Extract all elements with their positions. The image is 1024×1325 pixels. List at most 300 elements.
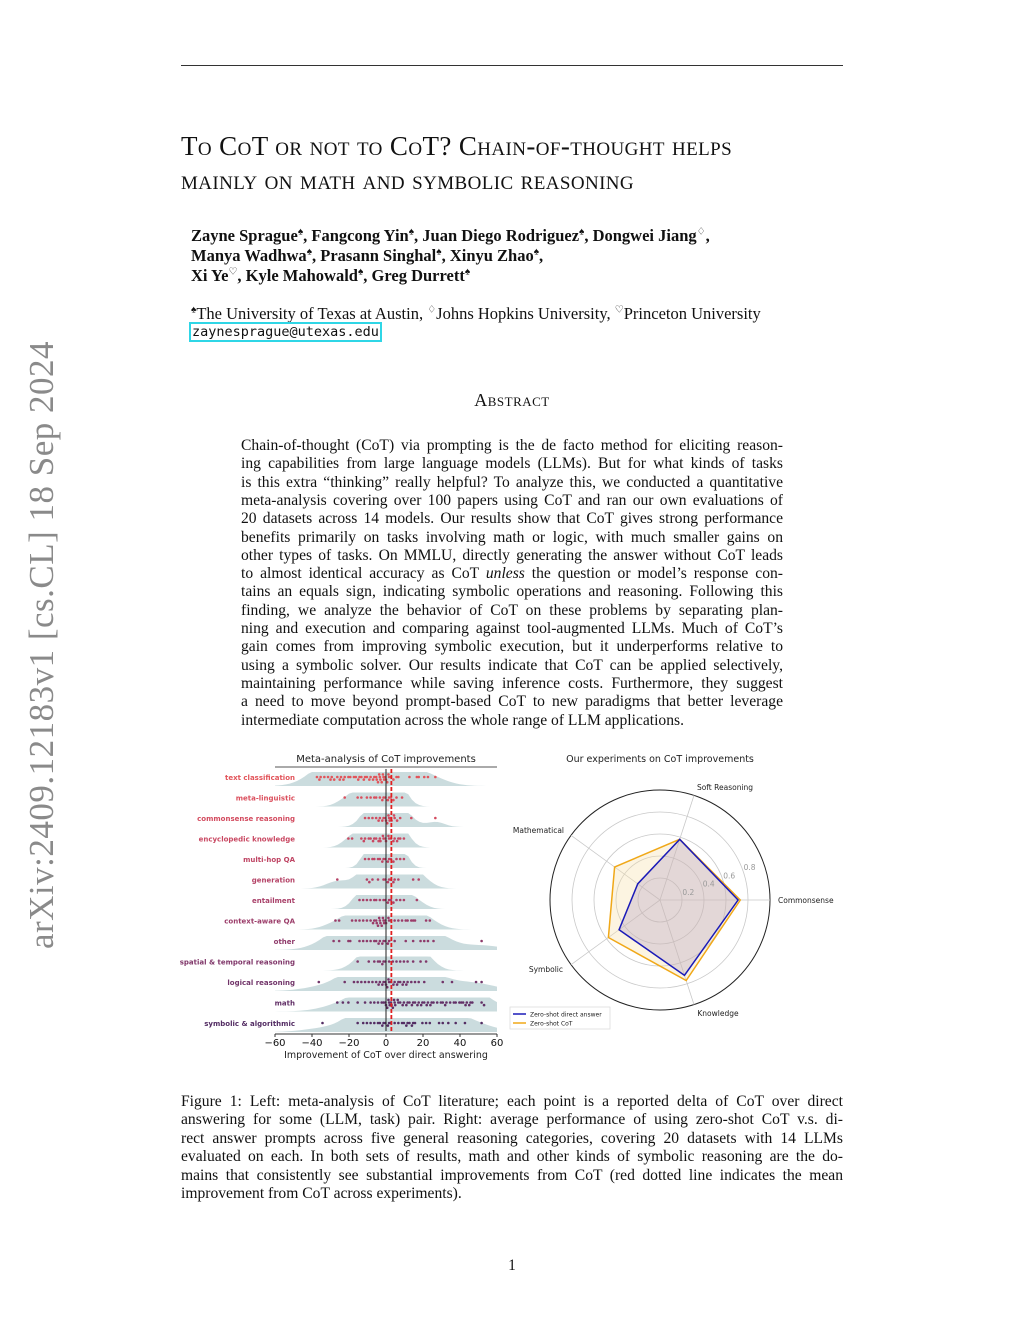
separator: , [237,266,246,285]
category-label: other [273,938,295,946]
affiliation-name: The University of Texas at Austin [196,304,419,323]
data-point [363,840,366,843]
data-point [327,776,330,779]
data-point [403,960,406,963]
data-point [381,963,384,966]
data-point [416,1004,419,1007]
data-point [351,837,354,840]
data-point [403,899,406,902]
data-point [323,776,326,779]
data-point [416,899,419,902]
data-point [410,981,413,984]
data-point [378,773,381,776]
chart-title: Our experiments on CoT improvements [566,754,754,765]
affiliation-mark: ♠ [306,246,312,258]
data-point [377,781,380,784]
data-point [392,799,395,802]
data-point [406,981,409,984]
data-point [399,817,402,820]
data-point [366,878,369,881]
data-point [366,899,369,902]
data-point [425,1004,428,1007]
data-point [399,899,402,902]
data-point [403,981,406,984]
data-point [401,983,404,986]
data-point [381,983,384,986]
data-point [399,837,402,840]
data-point [392,901,395,904]
x-tick-label: −60 [264,1038,286,1049]
data-point [387,773,390,776]
arxiv-stamp: arXiv:2409.12183v1 [cs.CL] 18 Sep 2024 [22,340,61,950]
data-point [318,981,321,984]
data-point [414,919,417,922]
data-point [423,940,426,943]
data-point [356,1022,359,1025]
data-point [338,919,341,922]
data-point [372,840,375,843]
data-point [387,942,390,945]
author-name: Zayne Sprague [191,226,298,245]
abstract-line: benefits primarily on tasks involving math or logic, with much smaller gains on [241,528,783,546]
abstract-line: other types of tasks. On MMLU, directly generating the answer without CoT leads [241,546,783,564]
data-point [375,899,378,902]
data-point [403,1001,406,1004]
data-point [387,860,390,863]
data-point [425,1022,428,1025]
data-point [404,940,407,943]
axis-label: Commonsense [778,896,834,905]
data-point [405,1004,408,1007]
data-point [378,917,381,920]
data-point [371,981,374,984]
data-point [403,1022,406,1025]
data-point [429,1004,432,1007]
data-point [367,960,370,963]
data-point [372,922,375,925]
data-point [392,778,395,781]
data-point [454,1001,457,1004]
data-point [397,919,400,922]
abstract-line: using a symbolic solver. Our results indicate that CoT can be applied selectively, [241,656,783,674]
data-point [447,1022,450,1025]
data-point [395,899,398,902]
abstract-heading: Abstract [474,390,550,410]
data-point [377,1001,380,1004]
data-point [366,796,369,799]
data-point [379,922,382,925]
affiliation-name: Princeton University [623,304,761,323]
category-label: meta-linguistic [235,794,295,803]
data-point [375,922,378,925]
affiliation-mark: ♠ [533,246,540,258]
data-point [387,1024,390,1027]
affiliation-mark: ♠ [579,226,585,238]
data-point [347,837,350,840]
caption-line: mains that consistently see substantial improvements from CoT (red dotted line indicates the mean [181,1166,843,1184]
category-label: encyclopedic knowledge [198,835,295,844]
data-point [393,999,396,1002]
axis-label: Knowledge [697,1009,739,1018]
data-point [427,1001,430,1004]
abstract-line: a need to move beyond prompt-based CoT to new paradigms that better leverage [241,693,783,711]
affiliation-mark: ♠ [436,246,442,258]
data-point [362,899,365,902]
data-point [380,781,383,784]
data-point [466,1001,469,1004]
data-point [395,960,398,963]
data-point [387,881,390,884]
data-point [336,1001,339,1004]
x-tick-label: 20 [416,1038,430,1049]
data-point [373,960,376,963]
data-point [381,860,384,863]
data-point [375,776,378,779]
author-name: Xinyu Zhao [449,246,534,265]
author-name: Kyle Mahowald [245,266,358,285]
data-point [417,1001,420,1004]
data-point [464,1004,467,1007]
data-point [369,837,372,840]
data-point [480,981,483,984]
data-point [379,840,382,843]
chart-title: Meta-analysis of CoT improvements [296,754,476,765]
data-point [368,881,371,884]
data-point [338,940,341,943]
data-point [387,835,390,838]
data-point [372,778,375,781]
data-point [364,858,367,861]
data-point [321,1022,324,1025]
data-point [393,817,396,820]
data-point [468,1004,471,1007]
data-point [343,796,346,799]
header-rule [181,65,843,66]
data-point [401,1004,404,1007]
caption-line: Figure 1: Left: meta-analysis of CoT literature; each point is a reported delta of CoT over direct [181,1093,843,1110]
data-point [380,924,383,927]
affiliation-mark: ♡ [228,266,238,278]
data-point [393,1001,396,1004]
data-point [420,1004,423,1007]
authors-line-3 [191,266,470,286]
data-point [343,981,346,984]
radar-chart [510,754,834,1029]
data-point [369,1022,372,1025]
data-point [336,776,339,779]
data-point [369,1001,372,1004]
data-point [356,1001,359,1004]
data-point [471,1001,474,1004]
data-point [379,796,382,799]
axis-label: Soft Reasoning [696,783,754,792]
data-point [360,776,363,779]
data-point [367,817,370,820]
r-tick-label: 0.8 [743,863,756,873]
data-point [417,981,420,984]
x-tick-label: 40 [453,1038,467,1049]
data-point [475,981,478,984]
data-point [392,881,395,884]
data-point [333,778,336,781]
data-point [358,899,361,902]
data-point [382,773,385,776]
data-point [411,1024,414,1027]
data-point [464,1022,467,1025]
affiliation-mark: ♠ [191,304,197,316]
data-point [395,796,398,799]
data-point [347,1001,350,1004]
data-point [441,981,444,984]
data-point [423,1001,426,1004]
data-point [375,940,378,943]
data-point [367,981,370,984]
data-point [408,776,411,779]
data-point [441,1022,444,1025]
data-point [397,776,400,779]
abstract-line: tains an equals sign, indicating symbolic operations and reasoning. Following this [241,583,783,601]
paper-title-line-1: To CoT or not to CoT? Chain-of-thought helps [181,131,733,161]
data-point [382,917,385,920]
data-point [388,960,391,963]
x-tick-label: 0 [382,1038,390,1049]
axis-label: Symbolic [528,965,563,974]
data-point [399,858,402,861]
data-point [340,776,343,779]
abstract-line [241,565,783,583]
data-point [399,960,402,963]
data-point [364,817,367,820]
category-label: spatial & temporal reasoning [180,958,295,967]
data-point [403,858,406,861]
affiliation-mark: ♠ [357,266,364,278]
abstract-line: ning and execution and comparing against tool-augmented LLMs. Much of CoT’s [241,620,783,637]
caption-line: rect answer prompts across five general reasoning categories, covering 20 datasets with 14 LLMs [181,1129,843,1147]
data-point [392,840,395,843]
separator: , [584,226,593,245]
separator: , [606,304,615,323]
data-point [371,878,374,881]
data-point [355,919,358,922]
data-point [366,940,369,943]
abstract-line: ing capabilities from large language models (LLMs). But for what kinds of tasks [241,455,783,473]
abstract-line: intermediate computation across the whole range of LLM applications. [241,711,684,729]
affiliation-mark: ♢ [427,304,437,316]
affiliations [191,304,761,324]
data-point [367,858,370,861]
abstract-line: is this extra “thinking” really helpful? To analyze this, we conducted a quantitative [241,473,783,491]
affiliation-mark: ♢ [696,226,706,238]
author-name: Dongwei Jiang [592,226,697,245]
data-point [421,1022,424,1025]
authors-line-1 [191,226,710,246]
affiliation-mark: ♠ [464,266,471,278]
affiliation-mark: ♠ [297,226,304,238]
caption-line: answering for some (LLM, task) pair. Right: average performance of using zero-shot CoT v.s. di- [181,1111,843,1129]
data-point [387,999,390,1002]
data-point [412,960,415,963]
data-point [441,1001,444,1004]
data-point [393,814,396,817]
data-point [375,817,378,820]
data-point [405,983,408,986]
data-point [379,940,382,943]
author-name: Xi Ye [191,266,229,285]
data-point [379,899,382,902]
authors-line-2 [191,246,543,266]
data-point [379,776,382,779]
data-point [444,1004,447,1007]
data-point [414,1022,417,1025]
data-point [379,1022,382,1025]
data-point [379,778,382,781]
data-point [423,776,426,779]
data-point [396,999,399,1002]
data-point [332,940,335,943]
data-point [381,1024,384,1027]
data-point [427,776,430,779]
data-point [373,1001,376,1004]
data-point [342,778,345,781]
data-point [406,960,409,963]
data-point [366,1022,369,1025]
r-tick-label: 0.2 [682,887,695,897]
data-point [480,1001,483,1004]
data-point [390,899,393,902]
abstract-line: maintaining performance while saving inference costs. Furthermore, they suggest [241,674,783,692]
data-point [392,983,395,986]
category-label: generation [251,876,295,885]
data-point [338,778,341,781]
data-point [396,840,399,843]
data-point [357,778,360,781]
data-point [393,940,396,943]
data-point [392,860,395,863]
data-point [432,1001,435,1004]
data-point [393,837,396,840]
data-point [410,817,413,820]
email-link[interactable]: zaynesprague@utexas.edu [189,322,382,342]
data-point [483,1004,486,1007]
data-point [316,776,319,779]
data-point [371,817,374,820]
data-point [375,981,378,984]
category-label: context-aware QA [224,917,295,926]
data-point [388,940,391,943]
data-point [379,919,382,922]
r-tick-label: 0.4 [702,879,715,889]
data-point [377,819,380,822]
data-point [425,919,428,922]
data-point [342,1001,345,1004]
category-label: entailment [252,897,295,905]
data-point [364,1001,367,1004]
data-point [417,776,420,779]
data-point [377,878,380,881]
data-point [364,981,367,984]
data-point [379,817,382,820]
data-point [318,778,321,781]
abstract-text: the question or model’s response con- [524,565,783,583]
data-point [377,924,380,927]
x-tick-label: −20 [338,1038,360,1049]
data-point [358,919,361,922]
data-point [419,940,422,943]
data-point [434,776,437,779]
data-point [403,837,406,840]
data-point [366,776,369,779]
data-point [427,940,430,943]
abstract-line: gain comes from improving symbolic execution, but it underperforms relative to [241,638,783,656]
author-name: Prasann Singhal [320,246,437,265]
x-tick-label: 60 [490,1038,504,1049]
data-point [355,776,358,779]
data-point [356,981,359,984]
data-point [387,978,390,981]
data-point [393,1022,396,1025]
data-point [399,1001,402,1004]
data-point [375,778,378,781]
data-point [387,901,390,904]
data-point [362,919,365,922]
data-point [480,1022,483,1025]
data-point [387,917,390,920]
caption-line: improvement from CoT across experiments). [181,1185,462,1202]
data-point [366,919,369,922]
data-point [412,940,415,943]
author-name: Manya Wadhwa [191,246,307,265]
data-point [343,776,346,779]
data-point [369,940,372,943]
data-point [395,858,398,861]
data-point [373,858,376,861]
caption-line: evaluated on each. In both sets of results, math and other kinds of symbolic reasoning are the do- [181,1148,843,1166]
data-point [360,981,363,984]
axis-label: Mathematical [512,826,564,835]
separator: , [312,246,321,265]
data-point [406,919,409,922]
data-point [429,919,432,922]
data-point [432,940,435,943]
data-point [417,878,420,881]
data-point [349,940,352,943]
affiliation-name: Johns Hopkins University [436,304,607,323]
data-point [451,981,454,984]
paper-title-line-2: mainly on math and symbolic reasoning [181,165,635,195]
data-point [397,878,400,881]
data-point [336,878,339,881]
data-point [381,942,384,945]
data-point [379,981,382,984]
separator: , [303,226,312,245]
author-name: Juan Diego Rodriguez [422,226,580,245]
data-point [401,919,404,922]
data-point [401,796,404,799]
separator: , [414,226,423,245]
data-point [329,778,332,781]
data-point [445,1001,448,1004]
data-point [369,776,372,779]
data-point [393,878,396,881]
data-point [349,776,352,779]
separator: , [539,246,544,265]
data-point [377,942,380,945]
abstract-line: 20 datasets across 14 models. Our results show that CoT gives strong performance [241,510,783,528]
data-point [377,983,380,986]
data-point [480,940,483,943]
data-point [351,919,354,922]
separator: , [363,266,372,285]
